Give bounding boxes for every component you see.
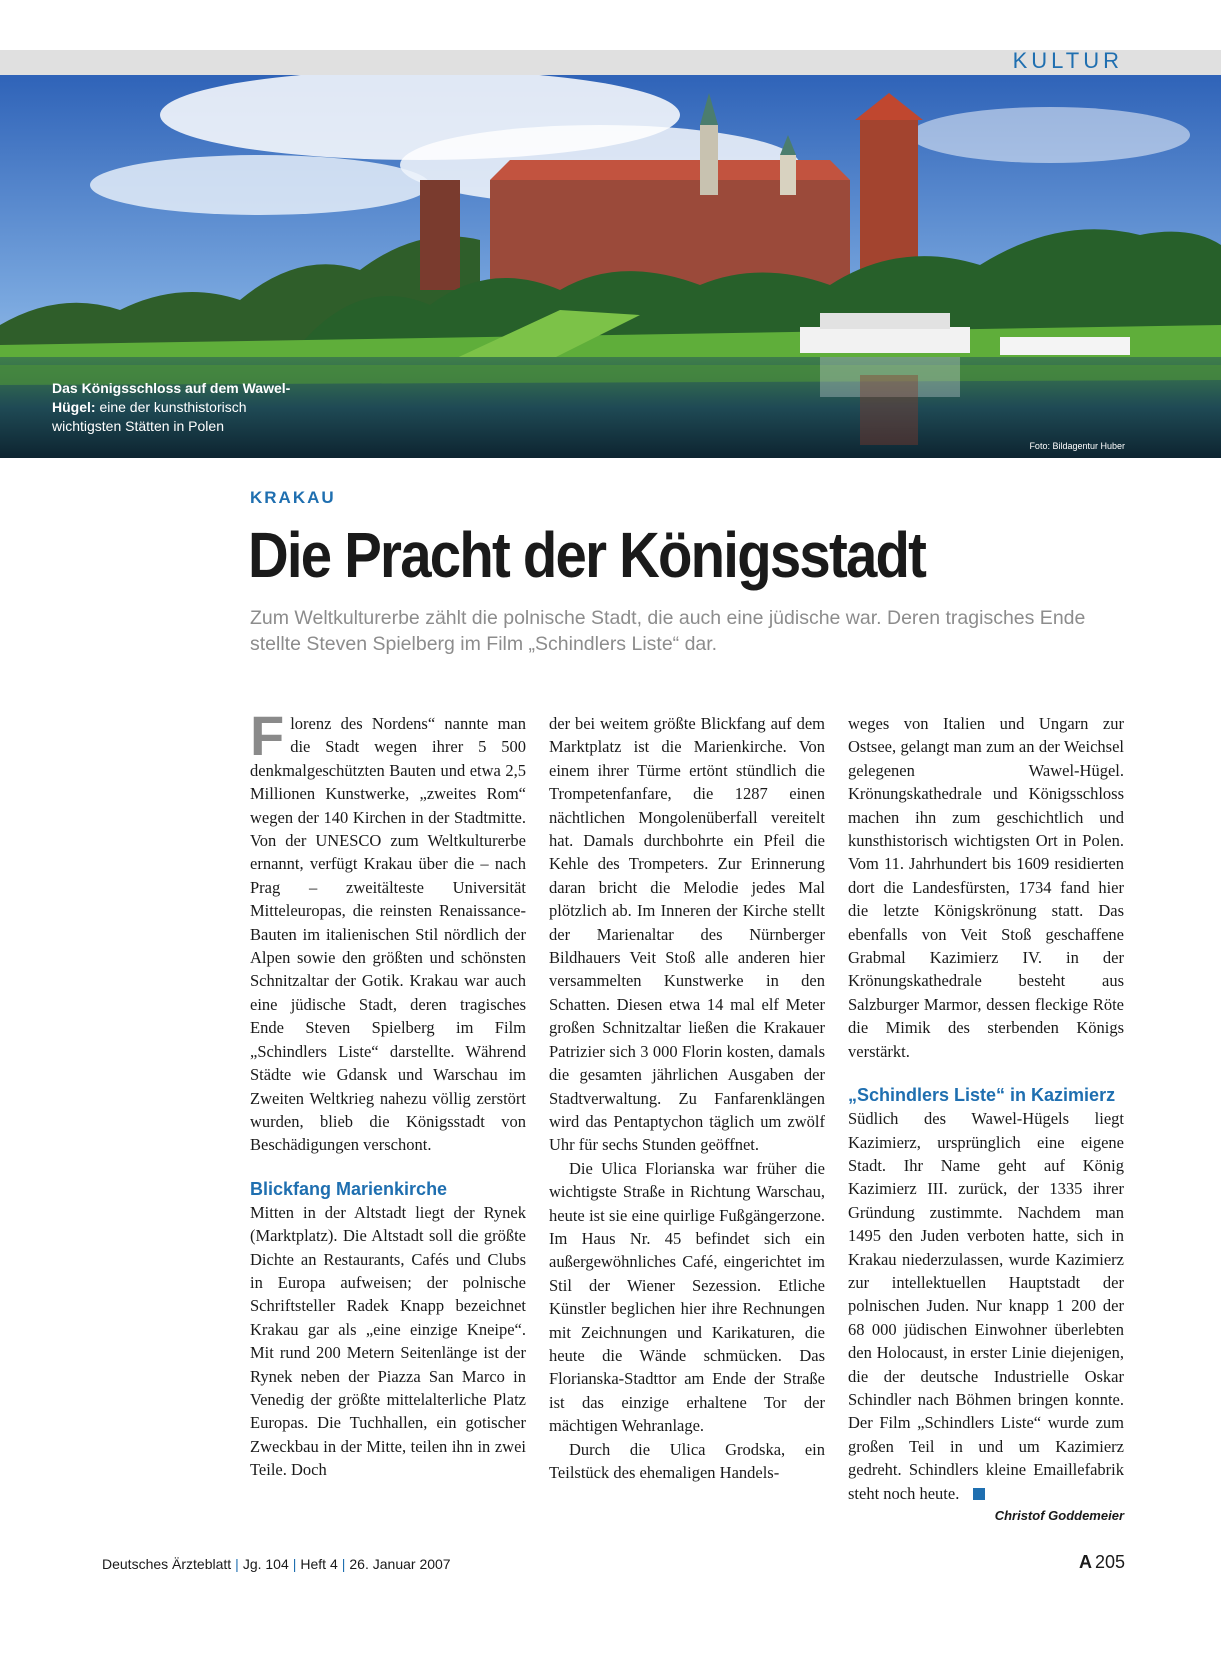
paragraph-1 — [250, 704, 526, 1157]
article-dek: Zum Weltkulturerbe zählt die polnische Stadt, die auch eine jüdische war. Deren tragisches Ende stellte Steven Spielberg im Film „Schindlers Liste“ dar. — [250, 607, 1086, 655]
paragraph-5 — [848, 1107, 1124, 1505]
footer-separator: | — [292, 1556, 297, 1572]
journal-issue: Heft 4 — [300, 1556, 338, 1572]
footer-separator: | — [235, 1556, 239, 1572]
page-number — [1079, 1552, 1125, 1573]
paragraph-5-text: Südlich des Wawel-Hügels liegt Kazimierz, ursprünglich eine eigene Stadt. Ihr Name geht auf König Kazimierz III. zurück, der 1335 ihrer Gründung zustimmte. Nachdem man 1495 den Juden verboten hatte, sich in Krakau niederzulassen, wurde Kazimierz zur intellektuellen Hauptstadt der polnischen Juden. Nur knapp 1 200 der 68 000 jüdischen Einwohner überlebten den Holocaust, in erster Linie diejenigen, die der deutsche Industrielle Oskar Schindler nach Böhmen bringen konnte. Der Film „Schindlers Liste“ wurde zum großen Teil in und um Kazimierz gedreht. Schindlers kleine Emaillefabrik steht noch heute. — [848, 1109, 1124, 1503]
page-prefix: A — [1078, 1552, 1092, 1572]
photo-caption — [52, 379, 312, 436]
paragraph-4-continued: weges von Italien und Ungarn zur Ostsee, gelangt man zum an der Weichsel gelegenen Wawel-Hügel. Krönungskathedrale und Königsschloss machen ihn zum geschichtlich und kunsthistorisch wichtigsten Ort in Polen. Vom 11. Jahrhundert bis 1609 residierten dort die Landesfürsten, 1734 fand hier die letzte Königskrönung statt. Das ebenfalls von Veit Stoß geschaffene Grabmal Kazimierz IV. in der Krönungskathedrale besteht aus Salzburger Marmor, dessen fleckige Röte die Mimik des sterbenden Königs verstärkt. — [848, 714, 1124, 1061]
end-mark-icon — [973, 1488, 985, 1500]
text-column-2 — [549, 712, 825, 1484]
drop-cap: F — [250, 704, 285, 767]
photo-caption-text: eine der kunsthistorisch wichtigsten Stätten in Polen — [52, 399, 247, 434]
page-footer — [102, 1556, 451, 1572]
journal-name: Deutsches Ärzteblatt — [102, 1556, 232, 1572]
section-label: KULTUR — [1012, 48, 1123, 73]
photo-credit: Foto: Bildagentur Huber — [1029, 441, 1125, 451]
photo-caption-bold: Das Königsschloss auf dem Wawel-Hügel: — [52, 380, 291, 415]
journal-date: 26. Januar 2007 — [349, 1556, 451, 1572]
text-column-1 — [250, 704, 526, 1482]
paragraph-1-text: lorenz des Nordens“ nannte man die Stadt wegen ihrer 5 500 denkmalgeschützten Bauten und etwa 2,5 Millionen Kunstwerke, „zweites Rom“ wegen der 140 Kirchen in der Stadtmitte. Von der UNESCO zum Weltkulturerbe ernannt, verfügt Krakau über die – nach Prag – zweitälteste Universität Mitteleuropas, die reinsten Renaissance-Bauten im italienischen Stil nördlich der Alpen sowie den größten und schönsten Schnitzaltar der Gotik. Krakau war auch eine jüdische Stadt, deren tragisches Ende Steven Spielberg im Film „Schindlers Liste“ darstellte. Während Städte wie Gdansk und Warschau im Zweiten Weltkrieg nahezu völlig zerstört wurden, blieb die Königsstadt von Beschädigungen verschont. — [250, 714, 526, 1155]
paragraph-3: Die Ulica Florianska war früher die wichtigste Straße in Richtung Warschau, heute ist sie eine quirlige Fußgängerzone. Im Haus Nr. 45 befindet sich ein außergewöhnliches Café, eingerichtet im Stil der Wiener Sezession. Etliche Künstler beglichen hier ihre Rechnungen mit Zeichnungen und Karikaturen, die heute die Wände schmücken. Das Florianska-Stadttor am Ende der Straße ist das einzige erhaltene Tor der mächtigen Wehranlage. — [549, 1158, 825, 1436]
paragraph-4: Durch die Ulica Grodska, ein Teilstück des ehemaligen Handels- — [549, 1439, 825, 1482]
subhead-marienkirche: Blickfang Marienkirche — [250, 1178, 448, 1199]
journal-volume: Jg. 104 — [242, 1556, 289, 1572]
text-column-3 — [848, 712, 1124, 1527]
article-kicker: KRAKAU — [250, 488, 336, 507]
article-headline: Die Pracht der Königsstadt — [248, 519, 926, 591]
paragraph-2-continued: der bei weitem größte Blickfang auf dem Marktplatz ist die Marienkirche. Von einem ihrer Türme ertönt stündlich die Trompetenfanfare, die 1287 einen nächtlichen Mongolenüberfall vereitelt hat. Damals durchbohrte ein Pfeil die Kehle des Trompeters. Zur Erinnerung daran bricht die Melodie jedes Mal plötzlich ab. Im Inneren der Kirche stellt der Marienaltar des Nürnberger Bildhauers Veit Stoß alle anderen hier versammelten Kunstwerke in den Schatten. Diesen etwa 14 mal elf Meter großen Schnitzaltar ließen die Krakauer Patrizier sich 3 000 Florin kosten, damals die gesamten jährlichen Ausgaben der Stadtverwaltung. Zu Fanfarenklängen wird das Pentaptychon täglich um zwölf Uhr für sechs Stunden geöffnet. — [549, 714, 825, 1155]
subhead-kazimierz: „Schindlers Liste“ in Kazimierz — [848, 1085, 1116, 1106]
page-number-value: 205 — [1094, 1552, 1125, 1572]
paragraph-2: Mitten in der Altstadt liegt der Rynek (Marktplatz). Die Altstadt soll die größte Dichte an Restaurants, Cafés und Clubs in Europa aufweisen; der polnische Schriftsteller Radek Knapp bezeichnet Krakau gar als „eine einzige Kneipe“. Mit rund 200 Metern Seitenlänge ist der Rynek neben der Piazza San Marco in Venedig der größte mittelalterliche Platz Europas. Die Tuchhallen, ein gotischer Zweckbau in der Mitte, teilen ihn in zwei Teile. Doch — [250, 1202, 526, 1480]
author-name: Christof Goddemeier — [994, 1508, 1124, 1523]
footer-separator: | — [341, 1556, 346, 1572]
